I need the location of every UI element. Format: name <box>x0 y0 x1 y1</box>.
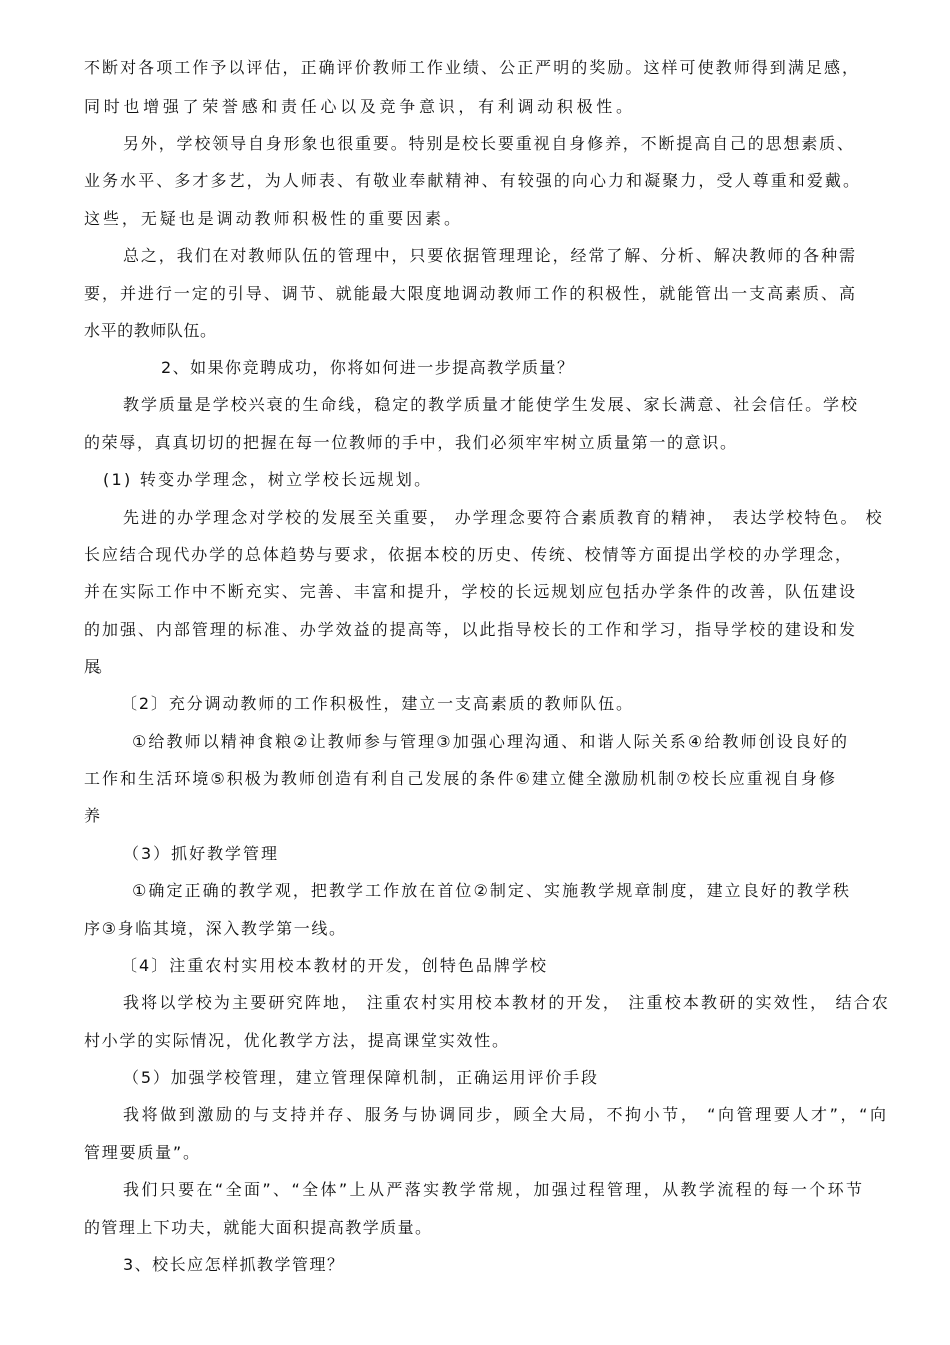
text-line: 工作和生活环境⑤积极为教师创造有利自己发展的条件⑥建立健全激励机制⑦校长应重视自身修 <box>84 769 838 788</box>
text-line: 展。 <box>84 657 109 676</box>
text-line: 序③身临其境，深入教学第一线。 <box>84 919 347 938</box>
text-line: 村小学的实际情况，优化教学方法，提高课堂实效性。 <box>84 1031 510 1050</box>
text-line: 的加强、内部管理的标准、办学效益的提高等，以此指导校长的工作和学习，指导学校的建设和发 <box>84 620 857 639</box>
text-line: 我将以学校为主要研究阵地， 注重农村实用校本教材的开发， 注重校本教研的实效性， 结合农 <box>123 993 891 1012</box>
text-line: 同时也增强了荣誉感和责任心以及竞争意识，有利调动积极性。 <box>84 97 636 116</box>
text-line: 先进的办学理念对学校的发展至关重要， 办学理念要符合素质教育的精神， 表达学校特色。 校 <box>123 508 884 527</box>
text-line: 总之，我们在对教师队伍的管理中，只要依据管理理论，经常了解、分析、解决教师的各种需 <box>123 246 857 265</box>
text-line: 的荣辱，真真切切的把握在每一位教师的手中，我们必须牢牢树立质量第一的意识。 <box>84 433 738 452</box>
subsection-heading: 〔4〕注重农村实用校本教材的开发，创特色品牌学校 <box>121 956 549 975</box>
text-line: 我将做到激励的与支持并存、服务与协调同步，顾全大局，不拘小节， “向管理要人才”，“向 <box>123 1105 889 1124</box>
text-line: ①确定正确的教学观，把教学工作放在首位②制定、实施教学规章制度，建立良好的教学秩 <box>132 881 852 900</box>
text-line: 养 <box>84 806 101 825</box>
text-line: 的管理上下功夫，就能大面积提高教学质量。 <box>84 1218 433 1237</box>
section-heading: 3、校长应怎样抓教学管理？ <box>123 1255 345 1274</box>
section-heading: 2、如果你竞聘成功，你将如何进一步提高教学质量？ <box>161 358 575 377</box>
text-line: 并在实际工作中不断充实、完善、丰富和提升，学校的长远规划应包括办学条件的改善，队伍建设 <box>84 582 857 601</box>
text-line: 业务水平、多才多艺，为人师表、有敬业奉献精神、有较强的向心力和凝聚力，受人尊重和爱戴。 <box>84 171 862 190</box>
text-line: 另外，学校领导自身形象也很重要。特别是校长要重视自身修养，不断提高自己的思想素质、 <box>123 134 855 153</box>
text-line: 管理要质量”。 <box>84 1143 201 1162</box>
text-line: 不断对各项工作予以评估，正确评价教师工作业绩、公正严明的奖励。这样可使教师得到满足感， <box>84 58 861 77</box>
subsection-heading: （5）加强学校管理，建立管理保障机制，正确运用评价手段 <box>123 1068 599 1087</box>
text-line: 长应结合现代办学的总体趋势与要求，依据本校的历史、传统、校情等方面提出学校的办学理念， <box>84 545 853 564</box>
subsection-heading: （3）抓好教学管理 <box>123 844 279 863</box>
subsection-heading: 〔2〕充分调动教师的工作积极性，建立一支高素质的教师队伍。 <box>121 694 634 713</box>
subsection-heading: (1) 转变办学理念，树立学校长远规划。 <box>103 470 433 489</box>
text-line: 教学质量是学校兴衰的生命线，稳定的教学质量才能使学生发展、家长满意、社会信任。学校 <box>123 395 859 414</box>
text-line: 我们只要在“全面”、“全体”上从严落实教学常规，加强过程管理，从教学流程的每一个环节 <box>123 1180 865 1199</box>
text-line: 水平的教师队伍。 <box>84 321 217 340</box>
text-line: ①给教师以精神食粮②让教师参与管理③加强心理沟通、和谐人际关系④给教师创设良好的 <box>132 732 850 751</box>
text-line: 这些，无疑也是调动教师积极性的重要因素。 <box>84 209 463 228</box>
text-line: 要，并进行一定的引导、调节、就能最大限度地调动教师工作的积极性，就能管出一支高素质、高 <box>84 284 857 303</box>
